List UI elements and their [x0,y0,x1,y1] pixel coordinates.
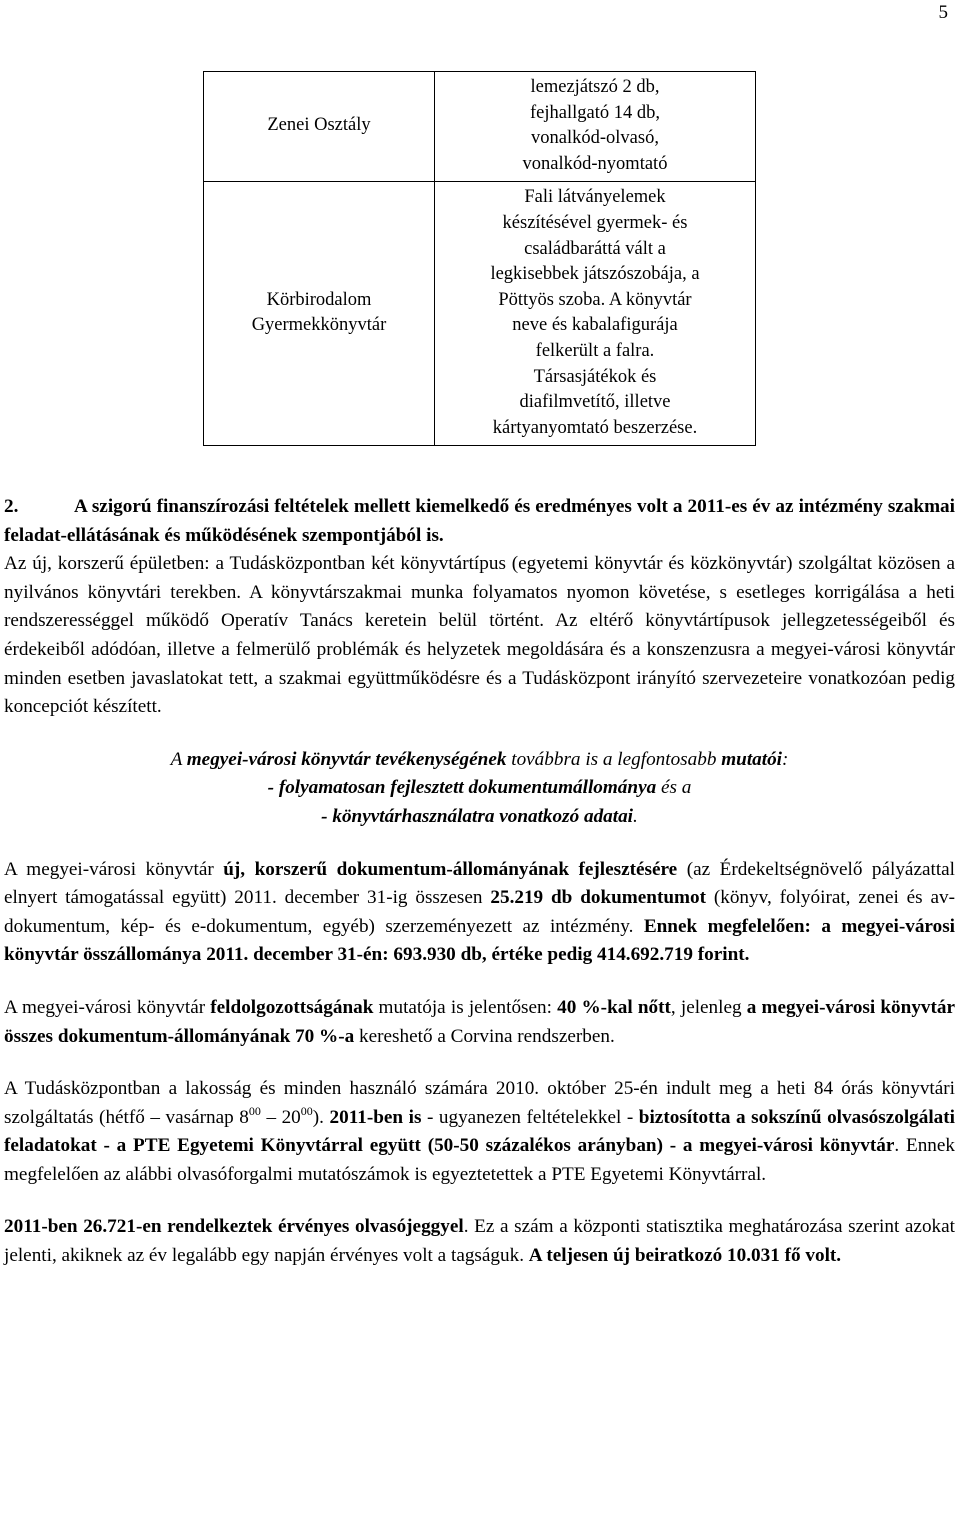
text-run-bold: folyamatosan fejlesztett dokumentumállománya [278,777,657,799]
text-run: (könyv, folyóirat, zenei és av-dokumentum, kép- és e-dokumentum, egyéb) szerzeményezett az intézmény. [4,887,956,937]
superscript: 00 [248,1103,261,1118]
text-run-bold: biztosította a sokszínű olvasószolgálati feladatokat - a PTE Egyetemi Könyvtárral együtt (50-50 százalékos arányban) - a megyei-városi könyvtár [4,1106,955,1157]
item-line: családbaráttá vált a [524,238,666,259]
paragraph [4,856,955,970]
text-run-bold: 2011-ben is [329,1106,422,1128]
item-line: kártyanyomtató beszerzése. [492,417,698,438]
item-line: készítésével gyermek- és [502,212,688,233]
section-heading [4,493,955,550]
text-run: . Ennek megfelelően az alábbi olvasóforgalmi mutatószámok is egyeztetettek a PTE Egyetemi Könyvtárral. [4,1135,955,1185]
item-line: Pöttyös szoba. A könyvtár [498,289,692,310]
table-cell-department [204,182,435,446]
paragraph: Az új, korszerű épületben: a Tudásközpontban két könyvtártípus (egyetemi könyvtár és közkönyvtár) szolgáltat közösen a nyilvános könyvtári terekben. A könyvtárszakmai munka folyamatos nyomon követése, s esetleges korrigálása a heti rendszerességgel működő Operatív Tanács keretein belül történt. Az eltérő könyvtártípusok jellegzetességeiből és érdekeiből adódóan, illetve a felmerülő problémák és helyzetek megoldására és a konszenzusra a megyei-városi könyvtár minden esetben javaslatokat tett, a szakmai együttműködésre és a Tudásközpont irányító szervezeteire vonatkozóan pedig koncepciót készített. [4,553,955,718]
superscript: 00 [300,1103,313,1118]
page-number: 5 [938,2,948,23]
text-run: kereshető a Corvina rendszerben. [354,1025,615,1047]
item-line: vonalkód-nyomtató [522,153,668,174]
item-line: lemezjátszó 2 db, [530,77,660,97]
text-run: , jelenleg [670,996,747,1018]
section-number: 2. [4,496,19,517]
summary-line-3 [4,803,955,832]
table-cell-items [435,72,756,182]
item-line: fejhallgató 14 db, [530,102,660,123]
text-run: . Ez a szám a központi statisztika meghatározása szerint azokat jelenti, akiknek az év legalább egy napján érvényes volt a tagságuk. [4,1216,955,1267]
section-heading-text: A szigorú finanszírozási feltételek mellett kiemelkedő és eredményes volt a 2011-es év az intézmény szakmai feladat-ellátásának és működésének szempontjából is. [4,496,955,546]
item-line: Fali látványelemek [524,187,666,208]
item-line: felkerült a falra. [535,340,655,361]
item-line: legkisebbek játszószobája, a [490,264,700,285]
table-cell-department [204,72,435,182]
document-body [4,493,955,1271]
item-line: neve és kabalafigurája [512,315,678,336]
text-run: – 20 [260,1106,301,1128]
text-run-bold: feldolgozottságának [210,996,374,1018]
paragraph [4,1075,955,1189]
text-run: (az Érdekeltségnövelő pályázattal elnyert támogatással együtt) 2011. december 31-ig összesen [4,858,955,909]
text-run-bold: A teljesen új beiratkozó 10.031 fő volt. [528,1245,842,1267]
text-run-bold: megyei-városi könyvtár tevékenységének [186,748,507,770]
summary-line-1 [4,746,955,775]
text-run-bold: könyvtárhasználatra vonatkozó adatai [332,805,634,827]
department-name-line: Gyermekkönyvtár [251,315,387,336]
text-run: A Tudásközpontban a lakosság és minden használó számára 2010. október 25-én indult meg a heti 84 órás könyvtári szolgáltatás (hétfő – vasárnap 8 [4,1078,955,1128]
text-run-bold: - [267,777,279,799]
text-run-bold: mutatói [721,748,783,770]
text-run-bold: 2011-ben 26.721-en rendelkeztek érvényes olvasójeggyel [4,1216,464,1238]
text-run-bold: 25.219 db dokumentumot [490,887,706,909]
paragraph [4,1213,955,1270]
text-run-bold: új, korszerű dokumentum-állományának fejlesztésére [223,858,678,880]
text-run: A megyei-városi könyvtár [4,996,211,1018]
text-run: mutatója is jelentősen: [373,996,558,1018]
text-run-bold: Ennek megfelelően: a megyei-városi könyvtár összállománya 2011. december 31-én: 693.930 db, értéke pedig 414.692.719 forint. [4,915,955,966]
equipment-table [203,71,756,446]
text-run-bold: - [321,805,333,827]
table-cell-items [435,182,756,446]
text-run-bold: 40 %-kal nőtt [557,996,671,1018]
text-run: ). [312,1106,330,1128]
text-run: - ugyanezen feltételekkel - [421,1106,639,1128]
text-run: : [782,748,789,770]
table-row [204,182,756,446]
item-line: diafilmvetítő, illetve [519,392,671,413]
item-line: vonalkód-olvasó, [531,128,659,149]
department-name-line: Körbirodalom [266,289,372,310]
item-line: Társasjátékok és [533,366,657,387]
department-name: Zenei Osztály [267,115,371,136]
table-row [204,72,756,182]
text-run: és a [656,777,692,799]
text-run: . [633,805,638,827]
text-run: A megyei-városi könyvtár [4,858,224,880]
text-run: A [170,748,187,770]
text-run: továbbra is a legfontosabb [506,748,722,770]
summary-line-2 [4,774,955,803]
paragraph [4,994,955,1051]
text-run-bold: a megyei-városi könyvtár összes dokumentum-állományának 70 %-a [4,996,956,1047]
